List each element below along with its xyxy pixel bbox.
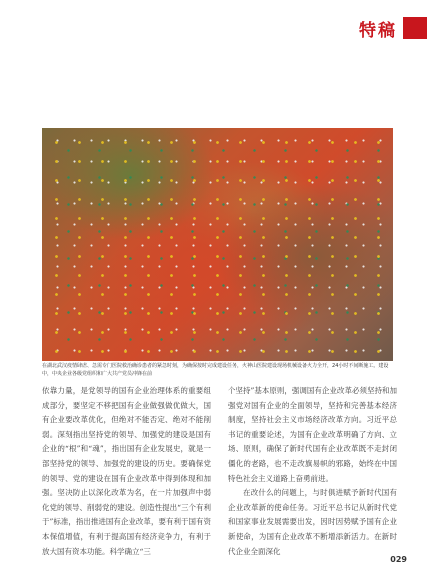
section-tag-label: 特稿 (359, 20, 397, 41)
section-tag (359, 15, 427, 41)
body-column-left (42, 384, 211, 559)
body-paragraph: 依靠力量，是党领导的国有企业治理体系的重要组成部分，要坚定不移把国有企业做强做优做大，国有企业要改革优化，但绝对不能否定、绝对不能削弱。深刻指出坚持党的领导、加强党的建设是国有企业的“根”和“魂”，指出国有企业发展史，就是一部坚持党的领导、加强党的建设的历史。要确保党的领导、党的建设在国有企业改革中得到体现和加强。坚决防止以深化改革为名，在一片加强声中弱化党的领导、削弱党的建设。创造性提出“三个有利于”标准，指出推进国有企业改革，要有利于国有资本保值增值，有利于提高国有经济竞争力，有利于放大国有资本功能。科学确立“三 (42, 386, 211, 556)
body-paragraph: 个坚持”基本原则，强调国有企业改革必须坚持和加强党对国有企业的全面领导，坚持和完善基本经济制度，坚持社会主义市场经济改革方向。习近平总书记的重要论述，为国有企业改革明确了方向、立场、原则，确保了新时代国有企业改革既不走封闭僵化的老路，也不走改旗易帜的邪路，始终在中国特色社会主义道路上奋勇前进。 (228, 386, 397, 483)
photo-caption: 在湖北武汉疫情肆虐、急需专门医院救治确诊患者的紧急时刻，为确保按时完成建设任务，火神山医院建设现场机械设备火力全开，24小时不间断施工。建设中，中央企业各级党组织和广大共产党员冲锋在前 (42, 363, 389, 377)
page-number: 029 (390, 555, 407, 564)
section-tag-bar (403, 17, 427, 39)
body-column-right (228, 384, 397, 559)
body-paragraph: 在改什么的问题上，与时俱进赋予新时代国有企业改革新的使命任务。习近平总书记从新时代党和国家事业发展需要出发，因时因势赋予国有企业新使命，为国有企业改革不断增添新活力。在新时代企业全面深化 (228, 488, 397, 556)
aerial-construction-photo (42, 128, 393, 361)
construction-machinery-dots (42, 128, 393, 361)
